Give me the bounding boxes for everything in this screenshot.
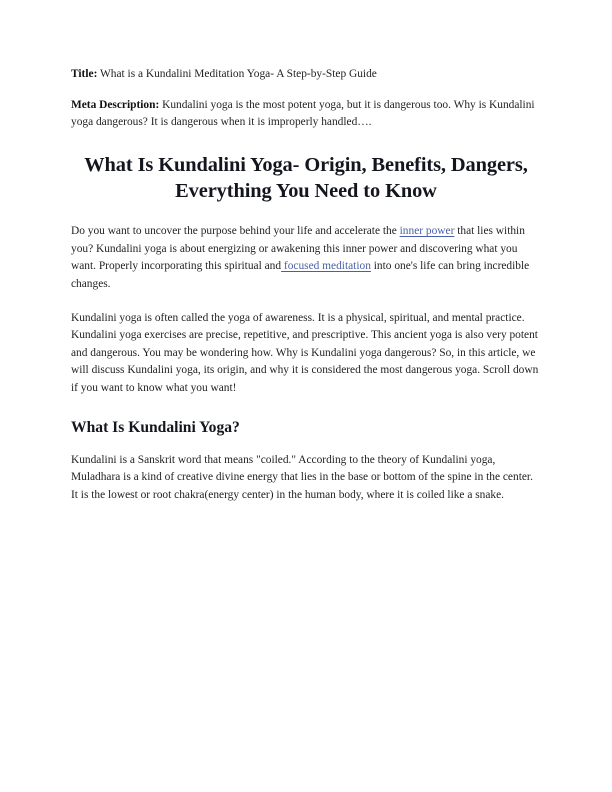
document-body bbox=[71, 66, 541, 504]
section-heading-what-is-kundalini-yoga: What Is Kundalini Yoga? bbox=[71, 418, 240, 436]
title-meta-line bbox=[71, 66, 541, 82]
focused-meditation-link[interactable]: focused meditation bbox=[281, 260, 371, 273]
paragraph-definition: Kundalini is a Sanskrit word that means "coiled." According to the theory of Kundalini yoga, Muladhara is a kind of creative divine energy that lies in the base or bottom of the spine in the center. It is the lowest or root chakra(energy center) in the human body, where it is coiled like a snake. bbox=[71, 453, 533, 501]
title-meta-value: What is a Kundalini Meditation Yoga- A Step-by-Step Guide bbox=[97, 68, 377, 80]
paragraph-intro-text-1: Do you want to uncover the purpose behind your life and accelerate the bbox=[71, 225, 400, 238]
meta-description-label: Meta Description: bbox=[71, 99, 160, 112]
paragraph-intro-text-2: that lies within you? Kundalini yoga is about energizing or awakening this inner power and discovering what you want. Properly incorporating this spiritual and bbox=[71, 225, 525, 273]
inner-power-link[interactable]: inner power bbox=[399, 225, 455, 238]
page-title: What Is Kundalini Yoga- Origin, Benefits, Dangers, Everything You Need to Know bbox=[84, 154, 528, 203]
title-meta-label: Title: bbox=[71, 68, 98, 80]
paragraph-intro-text-3: into one's life can bring incredible changes. bbox=[71, 260, 530, 290]
meta-description-line bbox=[71, 97, 541, 130]
paragraph-intro bbox=[71, 223, 541, 293]
paragraph-overview: Kundalini yoga is often called the yoga of awareness. It is a physical, spiritual, and mental practice. Kundalini yoga exercises are precise, repetitive, and prescriptive. This ancient yoga is also very potent and dangerous. You may be wondering how. Why is Kundalini yoga dangerous? So, in this article, we will discuss Kundalini yoga, its origin, and why it is considered the most dangerous yoga. Scroll down if you want to know what you want! bbox=[71, 311, 539, 394]
meta-description-value: Kundalini yoga is the most potent yoga, but it is dangerous too. Why is Kundalini yoga dangerous? It is dangerous when it is improperly handled…. bbox=[71, 99, 535, 128]
